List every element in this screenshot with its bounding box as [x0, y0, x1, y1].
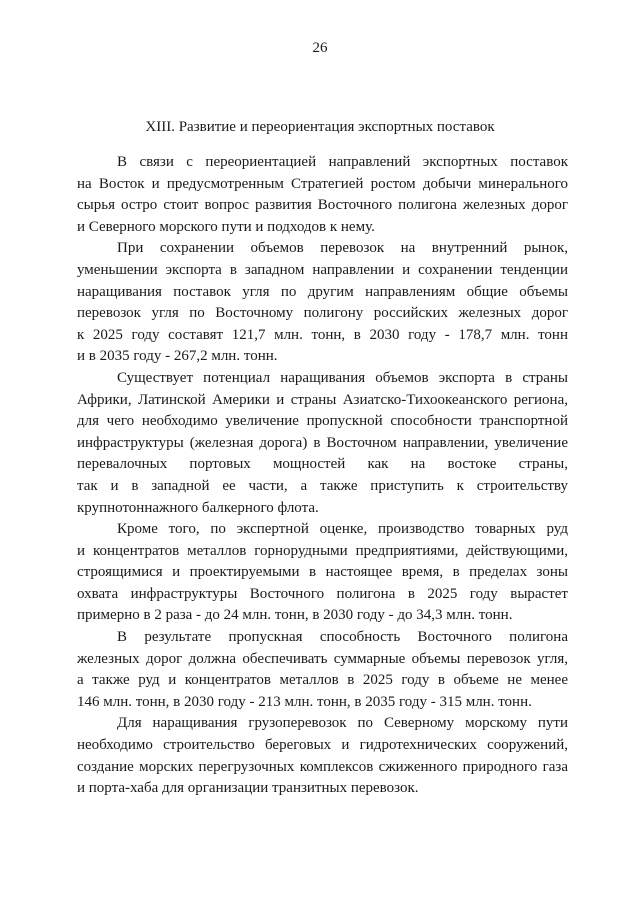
text-line: Кроме того, по экспертной оценке, производство товарных руд	[117, 521, 568, 538]
text-line: 146 млн. тонн, в 2030 году - 213 млн. тонн, в 2035 году - 315 млн. тонн.	[77, 693, 532, 710]
text-line: для чего необходимо увеличение пропускной способности транспортной	[77, 413, 568, 430]
text-line: так и в западной ее части, а также приступить к строительству	[77, 477, 568, 494]
text-line: а также руд и концентратов металлов в 2025 году в объеме не менее	[77, 672, 568, 689]
text-line: крупнотоннажного балкерного флота.	[77, 499, 319, 516]
text-line: перевозок угля по Восточному полигону российских железных дорог	[77, 305, 568, 322]
text-line: строящимися и проектируемыми в настоящее время, в пределах зоны	[77, 564, 568, 581]
body-text	[77, 152, 568, 800]
paragraph	[77, 152, 568, 238]
text-line: Для наращивания грузоперевозок по Северному морскому пути	[117, 715, 568, 732]
text-line: перевалочных портовых мощностей как на востоке страны,	[77, 456, 568, 473]
text-line: сырья остро стоит вопрос развития Восточного полигона железных дорог	[77, 197, 568, 214]
text-line: железных дорог должна обеспечивать суммарные объемы перевозок угля,	[77, 650, 568, 667]
text-line: инфраструктуры (железная дорога) в Восточном направлении, увеличение	[77, 434, 568, 451]
text-line: и концентратов металлов горнорудными предприятиями, действующими,	[77, 542, 568, 559]
text-line: и Северного морского пути и подходов к нему.	[77, 218, 375, 235]
text-line: уменьшении экспорта в западном направлении и сохранении тенденции	[77, 261, 568, 278]
paragraph	[77, 713, 568, 799]
text-line: и порта-хаба для организации транзитных перевозок.	[77, 780, 419, 797]
text-line: При сохранении объемов перевозок на внутренний рынок,	[117, 240, 568, 257]
text-line: создание морских перегрузочных комплексов сжиженного природного газа	[77, 758, 568, 775]
page-number: 26	[312, 40, 328, 56]
text-line: наращивания поставок угля по другим направлениям общие объемы	[77, 283, 568, 300]
text-line: примерно в 2 раза - до 24 млн. тонн, в 2030 году - до 34,3 млн. тонн.	[77, 607, 513, 624]
text-line: на Восток и предусмотренным Стратегией ростом добычи минерального	[77, 175, 568, 192]
text-line: В связи с переориентацией направлений экспортных поставок	[117, 154, 568, 170]
paragraph	[77, 627, 568, 713]
text-line: В результате пропускная способность Восточного полигона	[117, 629, 568, 646]
text-line: и в 2035 году - 267,2 млн. тонн.	[77, 348, 278, 365]
paragraph	[77, 368, 568, 519]
text-line: Африки, Латинской Америки и страны Азиатско-Тихоокеанского региона,	[77, 391, 568, 408]
paragraph	[77, 238, 568, 368]
text-line: Существует потенциал наращивания объемов экспорта в страны	[117, 369, 568, 386]
text-line: охвата инфраструктуры Восточного полигона в 2025 году вырастет	[77, 585, 568, 602]
paragraph	[77, 519, 568, 627]
text-line: к 2025 году составят 121,7 млн. тонн, в 2030 году - 178,7 млн. тонн	[77, 326, 568, 343]
text-line: необходимо строительство береговых и гидротехнических сооружений,	[77, 737, 568, 754]
section-title: XIII. Развитие и переориентация экспортных поставок	[145, 119, 495, 135]
